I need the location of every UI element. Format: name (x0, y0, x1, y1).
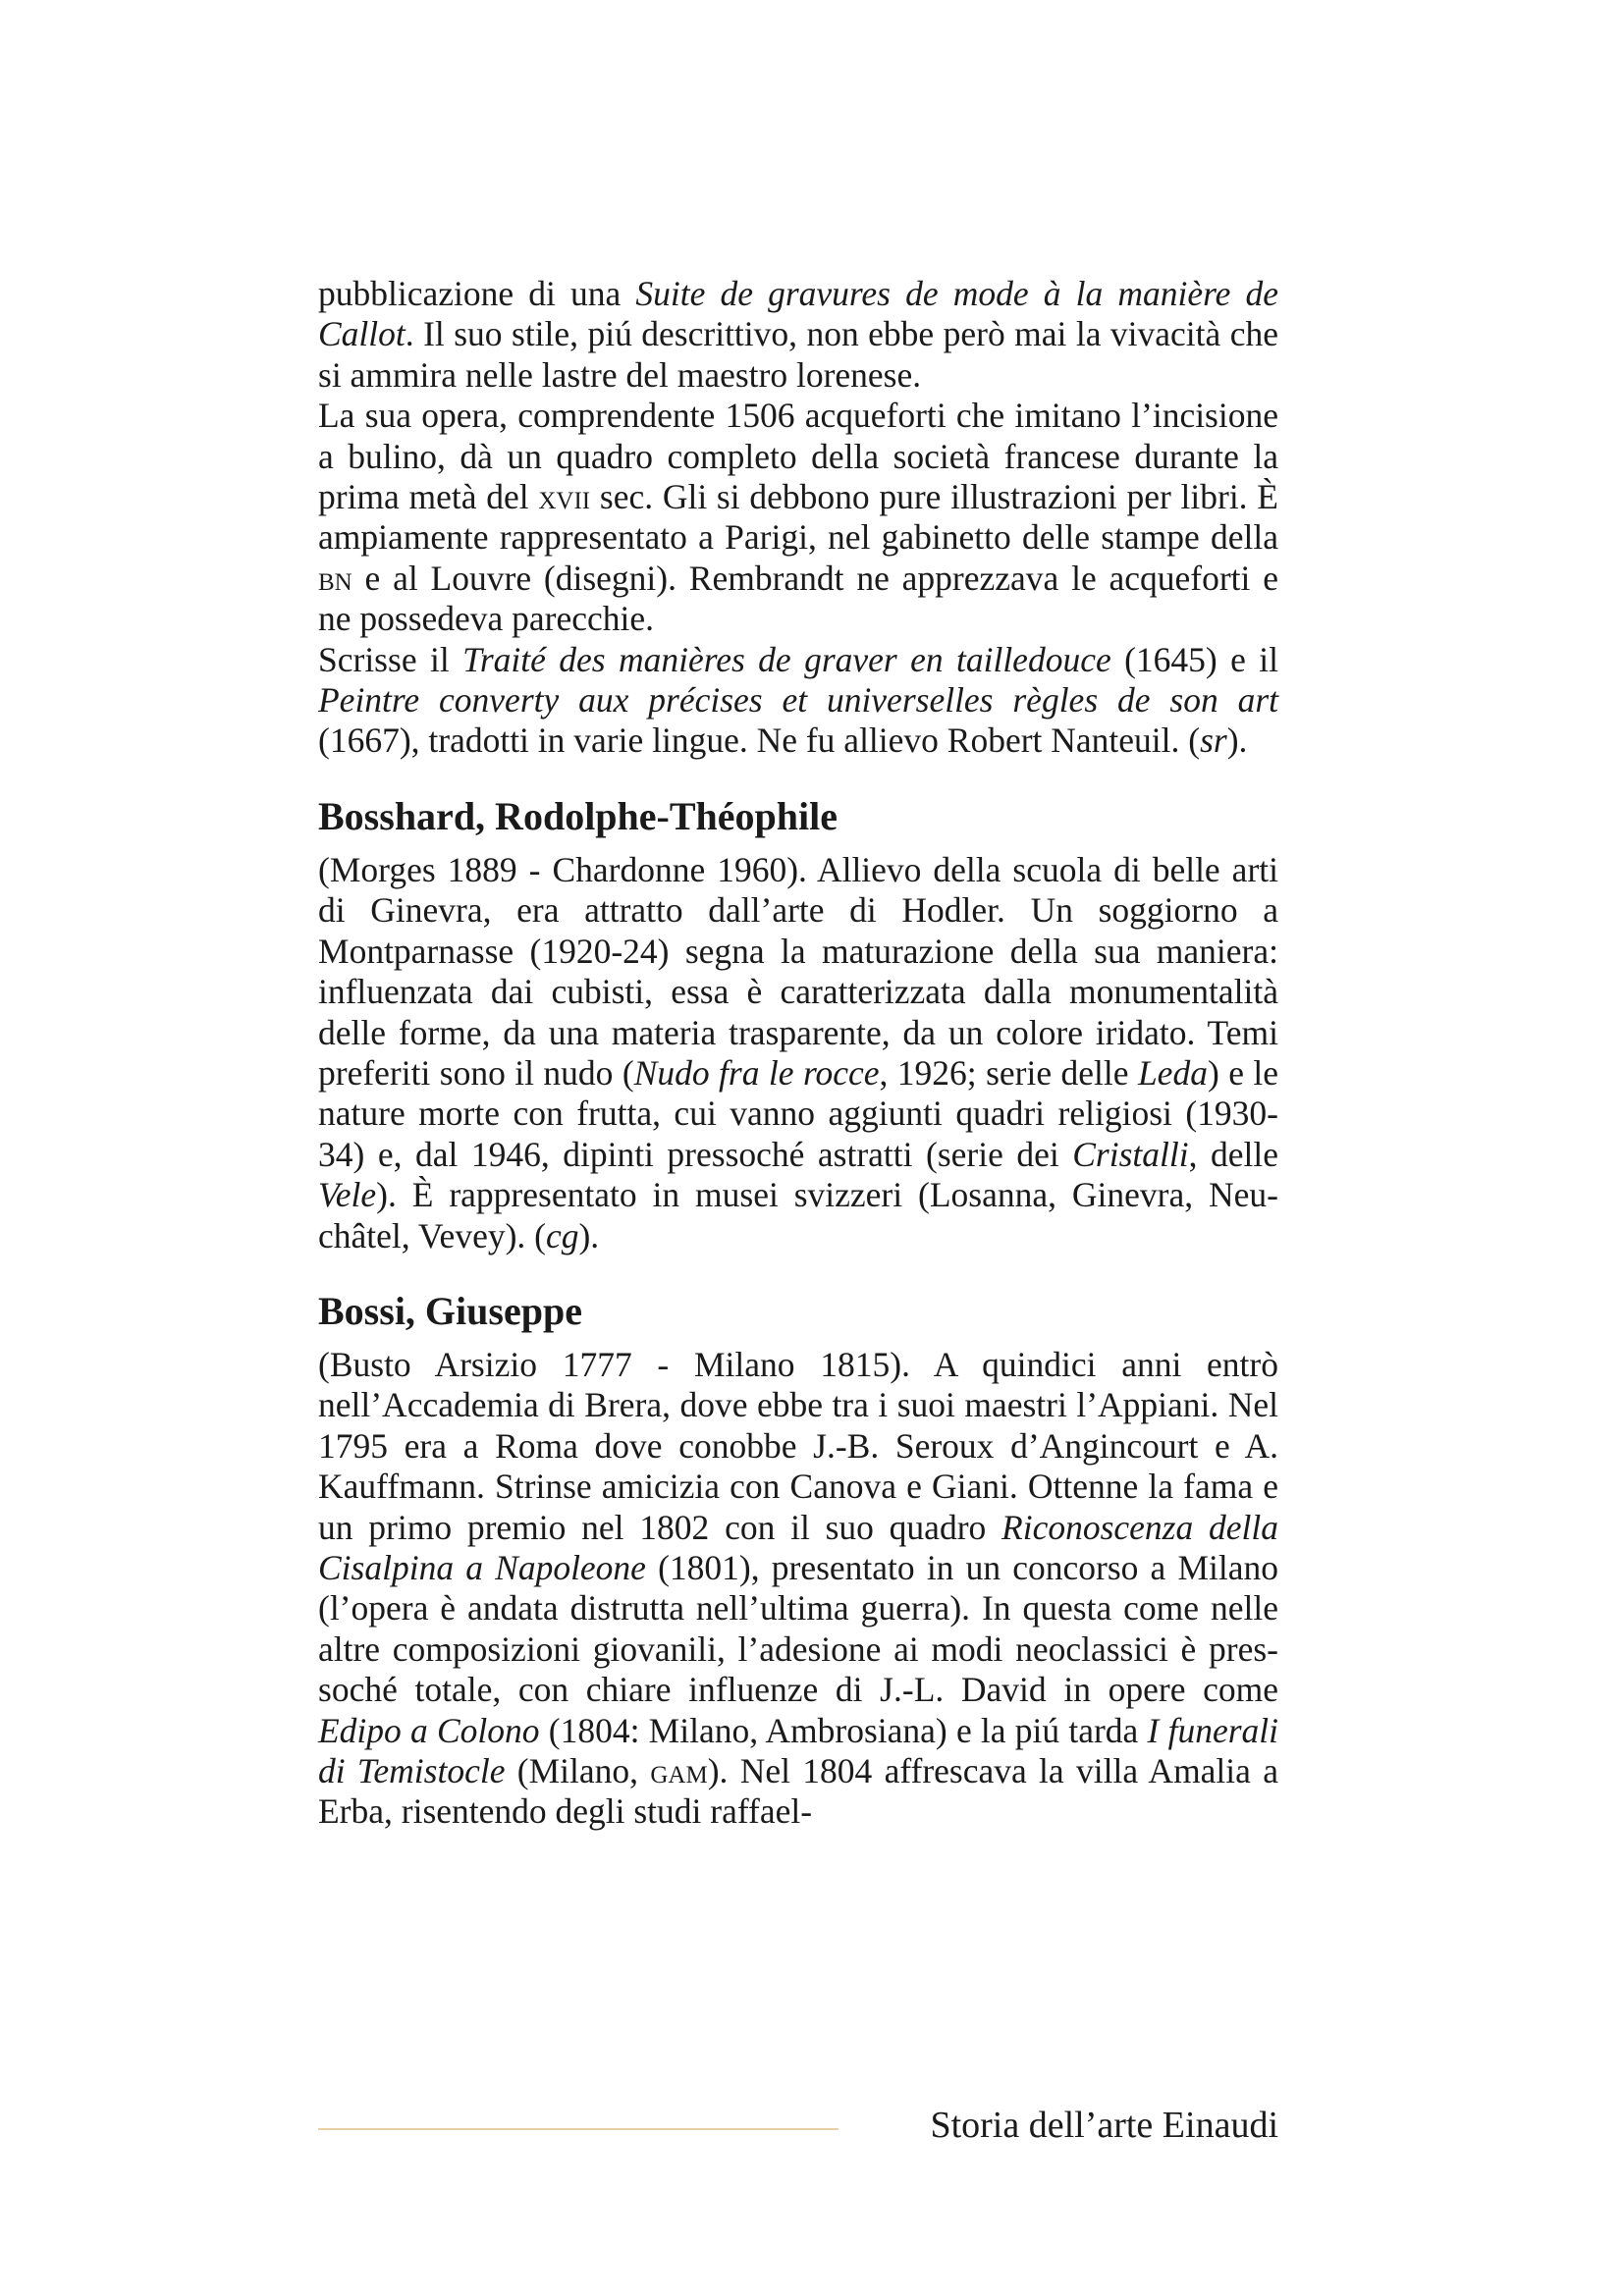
text-run: ). Nel 1804 affrescava la villa Amalia a Erba, risentendo degli studi raffael- (318, 1751, 1278, 1832)
entry-body-bosshard (318, 850, 1278, 1256)
small-caps-text: gam (650, 1751, 708, 1790)
page-footer (318, 2101, 1278, 2150)
italic-text: Leda (1137, 1052, 1208, 1093)
italic-text: Riconoscenza della Cisalpina a Napoleone (318, 1507, 1278, 1587)
italic-text: Vele (318, 1175, 377, 1215)
text-run: ). (578, 1215, 600, 1255)
text-run: , 1926; serie delle (879, 1052, 1138, 1093)
intro-paragraph-2 (318, 396, 1278, 639)
text-run: ). È rappresentato in musei svizzeri (Losanna, Ginevra, Neuchâtel, Vevey). ( (318, 1175, 1278, 1255)
text-run: (1645) e il (1110, 639, 1278, 679)
italic-text: Edipo a Colono (318, 1710, 540, 1750)
text-run: (Morges 1889 - Chardonne 1960). Allievo della scuola di belle arti di Ginevra, era attratto dall’arte di Hodler. Un soggiorno a Montparnasse (1920-24) segna la maturazione della sua maniera: influenzata dai cubisti, essa è caratterizzata dalla monumentalità delle forme, da una materia trasparente, da un colore iridato. Temi preferiti sono il nudo ( (318, 849, 1278, 1093)
small-caps-text: xvii (538, 477, 591, 517)
entry-title-bosshard: Bosshard, Rodolphe-Théophile (318, 793, 839, 838)
intro-paragraph-1 (318, 274, 1278, 396)
italic-text: I funerali di Temistocle (318, 1710, 1279, 1790)
italic-text: Cristalli (1072, 1134, 1189, 1174)
intro-paragraph-3 (318, 640, 1278, 762)
entry-title-bossi: Bossi, Giuseppe (318, 1288, 582, 1333)
entry-body-bossi (318, 1345, 1278, 1833)
text-run: . Il suo stile, piú descrittivo, non ebbe però mai la vivacità che si ammira nelle lastre del maestro lorenese. (318, 314, 1278, 395)
italic-text: Traité des manières de graver en tailledouce (462, 639, 1111, 679)
text-run: e al Louvre (disegni). Rembrandt ne apprezzava le acqueforti e ne possedeva parecchie. (318, 558, 1278, 639)
text-run: , delle (1188, 1134, 1278, 1174)
text-run: ). (1226, 721, 1248, 761)
italic-text: Nudo fra le rocce (633, 1052, 880, 1093)
text-run: (1804: Milano, Ambrosiana) e la piú tarda (539, 1710, 1148, 1750)
text-run: (Busto Arsizio 1777 - Milano 1815). A quindici anni entrò nell’Accademia di Brera, dove ebbe tra i suoi maestri l’Appiani. Nel 1795 era a Roma dove conobbe J.-B. Seroux d’Angincourt e A. Kauffmann. Strinse amicizia con Canova e Giani. Ottenne la fama e un primo premio nel 1802 con il suo quadro (318, 1344, 1278, 1547)
italic-text: sr (1200, 721, 1227, 761)
text-run: (1801), presentato in un concorso a Milano (l’opera è andata distrutta nell’ultima guerra). In questa come nelle altre composizioni giovanili, l’adesione ai modi neoclassici è pressoché totale, con chiare influenze di J.-L. David in opere come (318, 1547, 1278, 1710)
small-caps-text: bn (318, 558, 352, 598)
italic-text: Suite de gravures de mode à la manière de Callot (318, 274, 1278, 354)
text-run: (Milano, (505, 1751, 651, 1790)
italic-text: Peintre converty aux précises et universelles règles de son art (318, 680, 1278, 721)
text-run: sec. Gli si debbono pure illustrazioni per libri. È ampiamente rappresentato a Parigi, nel gabinetto delle stampe della (318, 477, 1278, 558)
footer-rule (318, 2128, 839, 2130)
text-run: (1667), tradotti in varie lingue. Ne fu allievo Robert Nanteuil. ( (318, 721, 1201, 761)
text-run: Scrisse il (318, 639, 463, 679)
text-run: ) e le nature morte con frutta, cui vanno aggiunti quadri religiosi (1930-34) e, dal 1946, dipinti pressoché astratti (serie dei (318, 1052, 1278, 1174)
footer-label: Storia dell’arte Einaudi (930, 2105, 1278, 2146)
text-run: pubblicazione di una (318, 274, 636, 313)
text-column (318, 274, 1278, 1833)
italic-text: cg (545, 1215, 579, 1255)
text-run: La sua opera, comprendente 1506 acqueforti che imitano l’incisione a bulino, dà un quadro completo della società francese durante la prima metà del (318, 396, 1278, 517)
